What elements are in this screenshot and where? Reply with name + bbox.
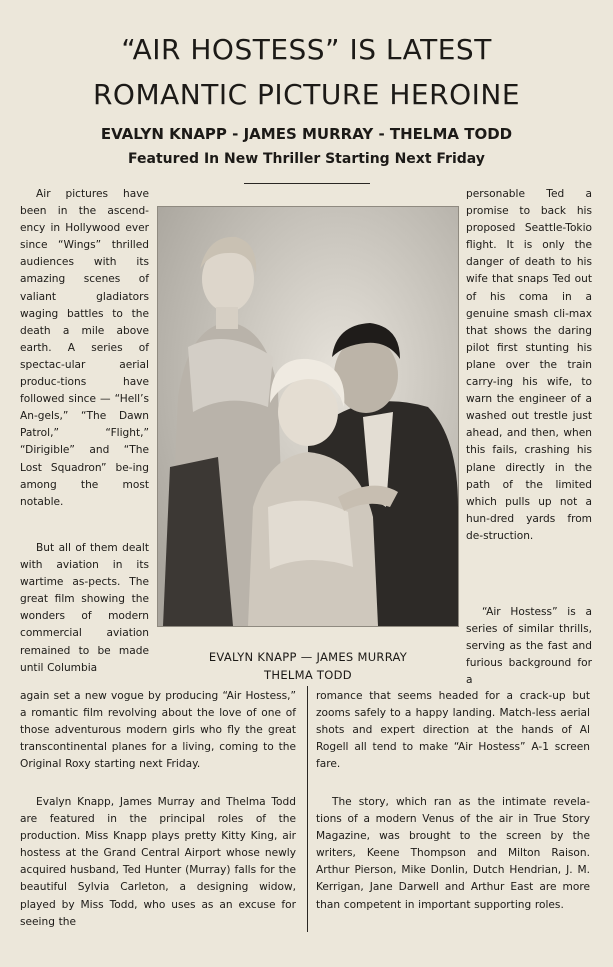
headline-divider bbox=[244, 183, 370, 184]
article-left-column-paragraph-1: Air pictures have been in the ascend-ency in Hollywood ever since “Wings” thrilled audiences with its amazing scenes of valiant gladiators waging battles to the death a mile above earth. A series of spectac-ular aerial produc-tions have followed since — “Hell’s An-gels,” “The Dawn Patrol,” “Flight,” “Dirigible” and “The Lost Squadron” be-ing among the most notable. bbox=[20, 188, 149, 508]
column-divider bbox=[307, 686, 308, 932]
photo-caption bbox=[157, 648, 459, 684]
cast-line: EVALYN KNAPP - JAMES MURRAY - THELMA TODD bbox=[100, 125, 513, 143]
still-photo bbox=[157, 206, 459, 627]
article-right-column-paragraph-1: personable Ted a promise to back his proposed Seattle-Tokio flight. It is only the danger of death to his wife that snaps Ted out of his coma in a genuine smash cli-max that shows the daring pilot first stunting his plane over the train carry-ing his wife, to warn the engineer of a washed out trestle just ahead, and then, when this fails, crashing his plane directly in the path of the limited which pulls up not a hun-dred yards from de-struction. bbox=[466, 188, 592, 542]
article-left-column-paragraph-2: But all of them dealt with aviation in its wartime as-pects. The great film showing the wonders of modern commercial aviation remained to be made until Columbia bbox=[20, 542, 149, 674]
article-bottom-left-paragraph-2: Evalyn Knapp, James Murray and Thelma Todd are featured in the principal roles of the production. Miss Knapp plays pretty Kitty King, air hostess at the Grand Central Airport whose newly acquired husband, Ted Hunter (Murray) falls for the beautiful Sylvia Carleton, a designing widow, played by Miss Todd, who uses as an excuse for seeing the bbox=[20, 796, 296, 928]
article-bottom-left-paragraph-1: again set a new vogue by producing “Air Hostess,” a romantic film revolving about the love of one of those adventurous modern girls who fly the great transcontinental planes for a living, coming to the Original Roxy starting next Friday. bbox=[20, 690, 296, 771]
caption-line-1: EVALYN KNAPP — JAMES MURRAY bbox=[208, 650, 408, 664]
article-bottom-right-paragraph-2: The story, which ran as the intimate revela-tions of a modern Venus of the air in True Story Magazine, was brought to the screen by the writers, Keene Thompson and Milton Raison. Arthur Pierson, Mike Donlin, Dutch Hendrian, J. M. Kerrigan, Jane Darwell and Arthur East are more than competent in important supporting roles. bbox=[316, 796, 590, 911]
article-right-column-paragraph-2: “Air Hostess” is a series of similar thrills, serving as the fast and furious background for a bbox=[466, 606, 592, 687]
subheadline: Featured In New Thriller Starting Next Friday bbox=[128, 151, 485, 167]
headline-line-1: “AIR HOSTESS” IS LATEST bbox=[121, 33, 492, 66]
article-bottom-right-paragraph-1: romance that seems headed for a crack-up but zooms safely to a happy landing. Match-less aerial shots and expert direction at the hands of Al Rogell all tend to make “Air Hostess” A-1 screen fare. bbox=[316, 690, 590, 771]
headline-line-2: ROMANTIC PICTURE HEROINE bbox=[92, 78, 521, 111]
caption-line-2: THELMA TODD bbox=[264, 668, 352, 682]
